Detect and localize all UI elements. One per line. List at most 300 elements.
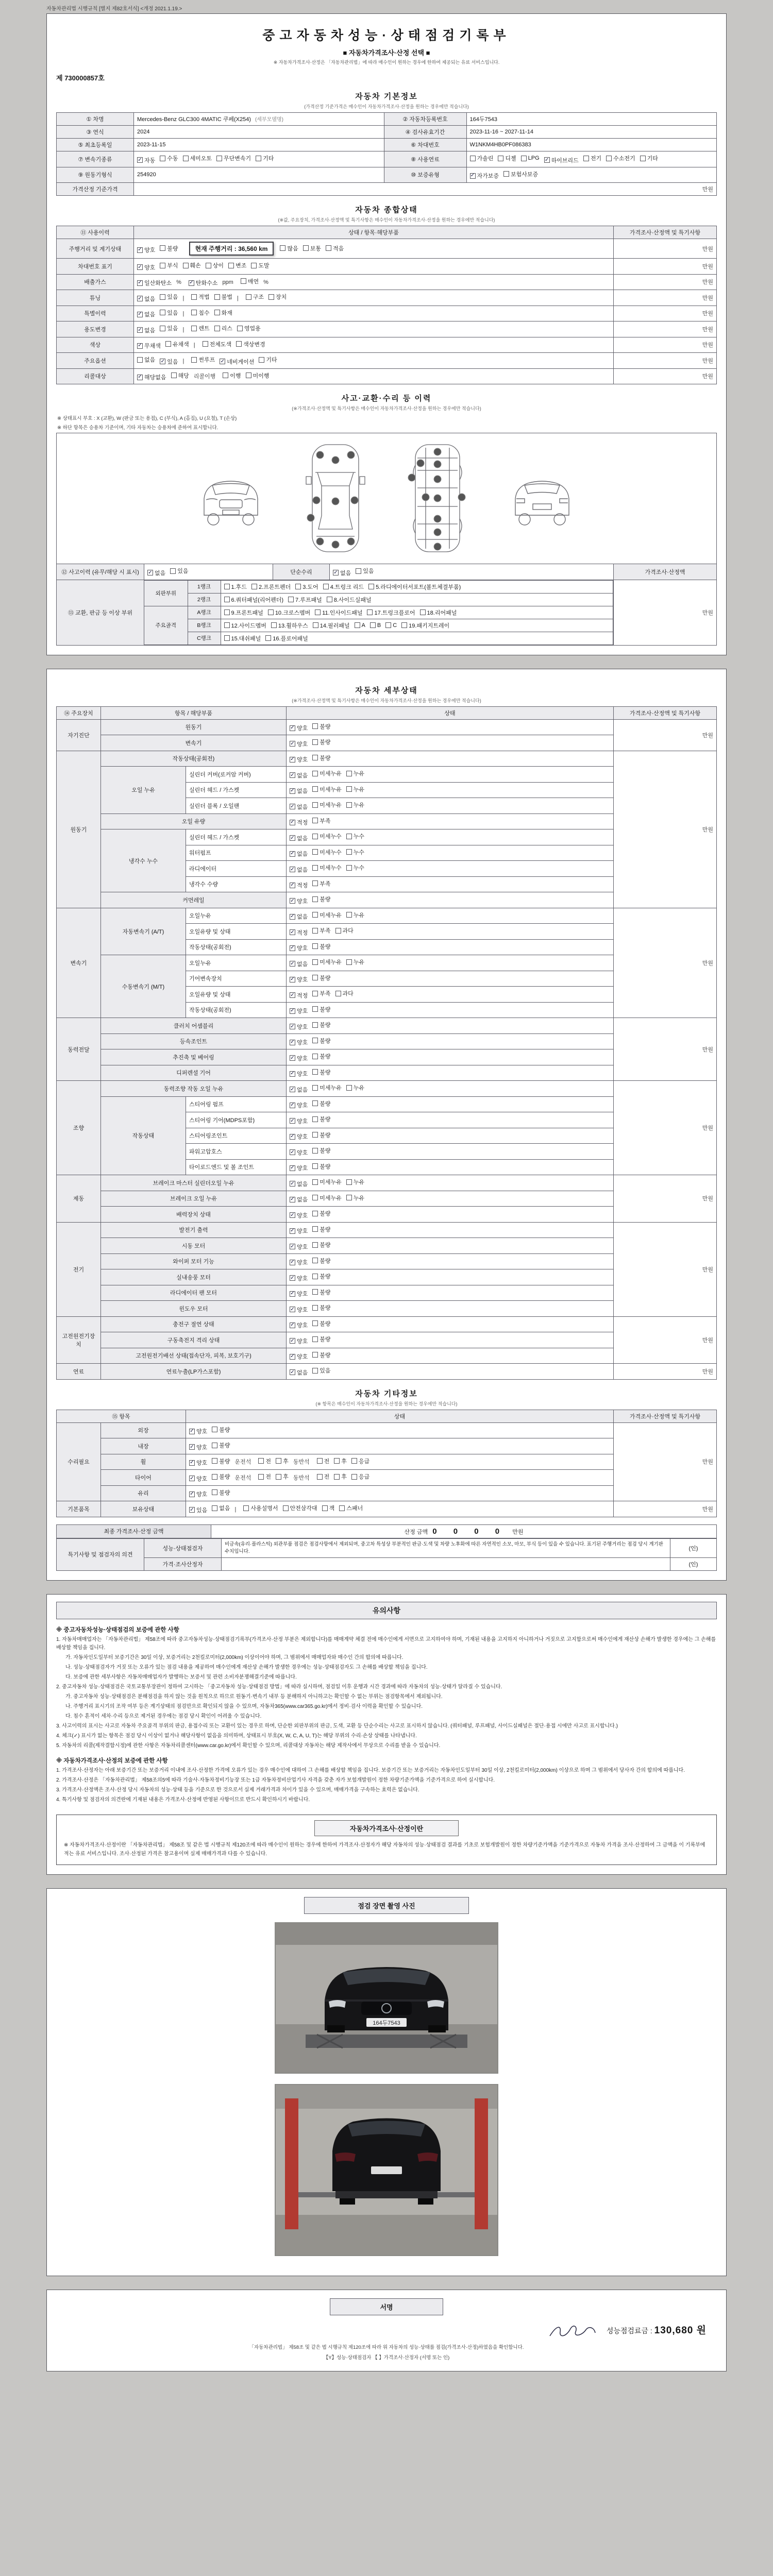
checkbox-누유[interactable] bbox=[346, 911, 364, 919]
checkbox-응급[interactable] bbox=[351, 1472, 369, 1481]
checkbox-box-icon bbox=[312, 928, 318, 934]
checkbox-양호[interactable] bbox=[290, 1258, 308, 1266]
checkbox-부식[interactable] bbox=[160, 261, 178, 269]
checkbox-label: 불량 bbox=[320, 755, 331, 761]
checkbox-누유[interactable] bbox=[346, 1194, 364, 1202]
checkbox-11.인사이드패널[interactable] bbox=[315, 608, 362, 617]
checkbox-양호[interactable] bbox=[290, 740, 308, 748]
rank-label: 2랭크 bbox=[188, 593, 221, 606]
checkbox-없음[interactable] bbox=[290, 771, 308, 779]
checkbox-양호[interactable] bbox=[290, 1164, 308, 1172]
checkbox-없음[interactable] bbox=[290, 1086, 308, 1094]
car-name-submodel: (세부모델명) bbox=[255, 117, 283, 123]
checkbox-양호[interactable] bbox=[290, 1306, 308, 1314]
checkbox-상이[interactable] bbox=[206, 261, 224, 269]
checkbox-box-icon bbox=[312, 818, 318, 823]
overall-row bbox=[57, 337, 717, 353]
checkbox-무단변속기[interactable] bbox=[216, 154, 251, 162]
engine-type-label: ⑨ 원동기형식 bbox=[57, 167, 134, 183]
checkbox-있음[interactable] bbox=[356, 567, 374, 575]
checkbox-label: 색상변경 bbox=[243, 341, 265, 348]
section-note-accident: (※가격조사·산정액 및 특기사항은 매수인이 자동차가격조사·산정을 원하는 경우에만 적습니다) bbox=[292, 406, 481, 411]
checkbox-box-icon: ✓ bbox=[290, 725, 295, 731]
checkbox-과다[interactable] bbox=[335, 989, 354, 997]
checkbox-A[interactable] bbox=[355, 622, 365, 629]
checkbox-후[interactable] bbox=[276, 1472, 289, 1481]
checkbox-불량[interactable] bbox=[312, 1115, 330, 1123]
checkbox-전기[interactable] bbox=[583, 154, 601, 162]
checkbox-4.트렁크 리드[interactable] bbox=[323, 583, 364, 591]
checkbox-불량[interactable] bbox=[312, 1005, 330, 1013]
checkbox-box-icon bbox=[212, 1427, 217, 1432]
checkbox-box-icon bbox=[317, 1474, 323, 1480]
checkbox-C[interactable] bbox=[385, 622, 397, 629]
checkbox-box-icon bbox=[326, 245, 331, 251]
checkbox-6.쿼터패널(리어펜더)[interactable] bbox=[224, 596, 284, 604]
row-state bbox=[287, 1316, 614, 1332]
checkbox-양호[interactable] bbox=[137, 263, 155, 272]
checkbox-불량[interactable] bbox=[312, 738, 330, 746]
checkbox-미세누수[interactable] bbox=[312, 832, 342, 840]
checkbox-양호[interactable] bbox=[290, 1038, 308, 1046]
checkbox-불량[interactable] bbox=[312, 1068, 330, 1076]
item-label: 연료누출(LP가스포함) bbox=[101, 1364, 287, 1380]
checkbox-불량[interactable] bbox=[160, 244, 178, 252]
checkbox-탄화수소[interactable] bbox=[189, 279, 218, 287]
row-state bbox=[134, 353, 614, 369]
checkbox-불량[interactable] bbox=[212, 1488, 230, 1497]
checkbox-label: 불량 bbox=[219, 1427, 230, 1433]
car-top-view-icon bbox=[297, 440, 374, 556]
checkbox-label: 수소전기 bbox=[613, 156, 635, 162]
checkbox-많음[interactable] bbox=[280, 244, 298, 252]
checkbox-양호[interactable] bbox=[290, 1211, 308, 1219]
checkbox-누유[interactable] bbox=[346, 785, 364, 793]
row-state bbox=[287, 782, 614, 798]
checkbox-훼손[interactable] bbox=[183, 261, 201, 269]
notice-paragraph: 2. 중고자동차 성능·상태점검은 국토교통부장관이 정하여 고시하는 「중고자동차 성능·상태점검 방법」에 따라 실시하며, 점검일 이후 운행과 시간 경과에 따라 자동차의 성능·상태가 달라질 수 있습니다. bbox=[56, 1684, 502, 1690]
checkbox-일산화탄소[interactable] bbox=[137, 279, 172, 287]
checkbox-불량[interactable] bbox=[312, 1037, 330, 1045]
checkbox-label: 있음 bbox=[177, 568, 189, 574]
checkbox-기타[interactable] bbox=[256, 154, 274, 162]
checkbox-양호[interactable] bbox=[189, 1427, 207, 1435]
checkbox-불법[interactable] bbox=[214, 293, 232, 301]
checkbox-렌트[interactable] bbox=[191, 324, 209, 332]
checkbox-적정[interactable] bbox=[290, 818, 308, 826]
checkbox-양호[interactable] bbox=[290, 944, 308, 952]
checkbox-세미오토[interactable] bbox=[183, 154, 212, 162]
checkbox-label: 미세누유 bbox=[320, 912, 342, 919]
checkbox-보험사보증[interactable] bbox=[503, 170, 538, 178]
checkbox-box-icon bbox=[312, 1163, 318, 1169]
checkbox-있음[interactable] bbox=[170, 567, 188, 575]
overall-row bbox=[57, 353, 717, 369]
checkbox-box-icon bbox=[212, 1505, 217, 1511]
checkbox-없음[interactable] bbox=[290, 912, 308, 921]
checkbox-있음[interactable] bbox=[160, 324, 178, 332]
checkbox-box-icon bbox=[312, 975, 318, 980]
checkbox-수소전기[interactable] bbox=[606, 154, 635, 162]
checkbox-불량[interactable] bbox=[312, 1303, 330, 1312]
checkbox-불량[interactable] bbox=[312, 1209, 330, 1217]
checkbox-있음[interactable] bbox=[160, 293, 178, 301]
checkbox-box-icon: ✓ bbox=[290, 1149, 295, 1155]
checkbox-과다[interactable] bbox=[335, 926, 354, 935]
checkbox-침수[interactable] bbox=[191, 309, 209, 317]
checkbox-도말[interactable] bbox=[251, 261, 269, 269]
checkbox-미세누유[interactable] bbox=[312, 1194, 342, 1202]
document-number bbox=[56, 73, 717, 82]
checkbox-적정[interactable] bbox=[290, 928, 308, 937]
checkbox-box-icon bbox=[160, 156, 165, 161]
checkbox-box-icon bbox=[280, 245, 285, 251]
checkbox-영업용[interactable] bbox=[237, 324, 261, 332]
checkbox-LPG[interactable] bbox=[521, 155, 540, 161]
exchange-panel-label: ⑬ 교환, 판금 등 이상 부위 bbox=[57, 580, 144, 645]
checkbox-label: 과다 bbox=[342, 928, 354, 934]
checkbox-없음[interactable] bbox=[137, 326, 155, 334]
checkbox-양호[interactable] bbox=[189, 1475, 207, 1483]
checkbox-후[interactable] bbox=[334, 1457, 347, 1465]
svg-text:13: 13 bbox=[409, 475, 415, 480]
checkbox-기타[interactable] bbox=[259, 355, 277, 364]
checkbox-누유[interactable] bbox=[346, 769, 364, 777]
checkbox-label: 없음 bbox=[297, 835, 308, 842]
checkbox-양호[interactable] bbox=[290, 1054, 308, 1062]
checkbox-전[interactable] bbox=[317, 1457, 330, 1465]
checkbox-양호[interactable] bbox=[290, 1117, 308, 1125]
checkbox-미세누수[interactable] bbox=[312, 863, 342, 872]
checkbox-양호[interactable] bbox=[290, 1227, 308, 1235]
checkbox-없음[interactable] bbox=[137, 355, 155, 364]
checkbox-18.리어패널[interactable] bbox=[420, 608, 457, 617]
checkbox-17.트렁크플로어[interactable] bbox=[367, 608, 415, 617]
checkbox-누수[interactable] bbox=[346, 863, 364, 872]
checkbox-누유[interactable] bbox=[346, 801, 364, 809]
checkbox-장치[interactable] bbox=[268, 293, 287, 301]
document-number-value: 730000857호 bbox=[64, 74, 105, 82]
checkbox-label: 없음 bbox=[144, 312, 156, 318]
checkbox-없음[interactable] bbox=[212, 1504, 230, 1512]
checkbox-box-icon bbox=[258, 1474, 264, 1480]
checkbox-자동[interactable] bbox=[137, 156, 155, 164]
checkbox-box-icon bbox=[312, 1258, 318, 1263]
checkbox-box-icon bbox=[183, 156, 189, 161]
checkbox-양호[interactable] bbox=[290, 755, 308, 764]
checkbox-8.사이드실패널[interactable] bbox=[327, 596, 372, 604]
checkbox-색상변경[interactable] bbox=[236, 340, 265, 348]
checkbox-누유[interactable] bbox=[346, 1178, 364, 1186]
checkbox-3.도어[interactable] bbox=[295, 583, 318, 591]
checkbox-label: 누유 bbox=[353, 1179, 365, 1185]
checkbox-불량[interactable] bbox=[312, 1272, 330, 1280]
checkbox-label: 불량 bbox=[167, 245, 178, 252]
checkbox-label: 해당 bbox=[178, 372, 189, 379]
checkbox-응급[interactable] bbox=[351, 1457, 369, 1465]
checkbox-없음[interactable] bbox=[290, 850, 308, 858]
checkbox-box-icon bbox=[351, 1458, 357, 1464]
checkbox-미세누유[interactable] bbox=[312, 1178, 342, 1186]
checkbox-양호[interactable] bbox=[290, 897, 308, 905]
checkbox-미세누수[interactable] bbox=[312, 848, 342, 856]
checkbox-label: 불량 bbox=[219, 1443, 230, 1449]
checkbox-잭[interactable] bbox=[322, 1504, 335, 1512]
checkbox-불량[interactable] bbox=[312, 942, 330, 951]
checkbox-12.사이드멤버[interactable] bbox=[224, 621, 266, 630]
checkbox-기타[interactable] bbox=[640, 154, 658, 162]
checkbox-미세누유[interactable] bbox=[312, 785, 342, 793]
vin-label: ⑥ 차대번호 bbox=[384, 139, 466, 151]
checkbox-미세누유[interactable] bbox=[312, 958, 342, 966]
checkbox-구조[interactable] bbox=[246, 293, 264, 301]
checkbox-label: 양호 bbox=[297, 1212, 308, 1219]
checkbox-불량[interactable] bbox=[312, 1052, 330, 1060]
row-state bbox=[287, 735, 614, 751]
checkbox-없음[interactable] bbox=[290, 1368, 308, 1377]
checkbox-있음[interactable] bbox=[312, 1366, 330, 1375]
checkbox-양호[interactable] bbox=[290, 1274, 308, 1282]
checkbox-16.플로어패널[interactable] bbox=[265, 634, 308, 642]
checkbox-2.프론트펜더[interactable] bbox=[251, 583, 291, 591]
checkbox-box-icon: ✓ bbox=[290, 913, 295, 919]
checkbox-box-icon bbox=[312, 1132, 318, 1138]
table-row bbox=[57, 1558, 717, 1571]
row-state bbox=[287, 1033, 614, 1049]
checkbox-없음[interactable] bbox=[290, 803, 308, 811]
checkbox-누유[interactable] bbox=[346, 1083, 364, 1092]
checkbox-적정[interactable] bbox=[290, 991, 308, 999]
checkbox-미세누유[interactable] bbox=[312, 801, 342, 809]
checkbox-없음[interactable] bbox=[137, 310, 155, 318]
checkbox-box-icon: ✓ bbox=[290, 1228, 295, 1233]
checkbox-후[interactable] bbox=[276, 1457, 289, 1465]
checkbox-label: 양호 bbox=[297, 945, 308, 952]
checkbox-5.라디에이터서포트(볼트체결부품)[interactable] bbox=[368, 583, 461, 591]
checkbox-불량[interactable] bbox=[312, 754, 330, 762]
checkbox-매연[interactable] bbox=[241, 277, 259, 285]
checkbox-전[interactable] bbox=[258, 1472, 271, 1481]
checkbox-불량[interactable] bbox=[312, 1146, 330, 1155]
checkbox-미세누유[interactable] bbox=[312, 769, 342, 777]
checkbox-불량[interactable] bbox=[312, 1351, 330, 1359]
checkbox-양호[interactable] bbox=[189, 1443, 207, 1451]
checkbox-안전삼각대[interactable] bbox=[283, 1504, 317, 1512]
checkbox-box-icon bbox=[317, 1458, 323, 1464]
checkbox-없음[interactable] bbox=[333, 569, 351, 577]
checkbox-부족[interactable] bbox=[312, 926, 330, 935]
checkbox-label: 있음 bbox=[320, 1368, 331, 1374]
checkbox-미세누유[interactable] bbox=[312, 1083, 342, 1092]
notices-appraisal-list bbox=[56, 1767, 717, 1804]
checkbox-box-icon bbox=[268, 609, 274, 615]
checkbox-불량[interactable] bbox=[312, 1225, 330, 1233]
checkbox-부족[interactable] bbox=[312, 817, 330, 825]
checkbox-불량[interactable] bbox=[312, 1319, 330, 1328]
checkbox-box-icon bbox=[401, 622, 407, 628]
checkbox-양호[interactable] bbox=[290, 1101, 308, 1109]
row-state bbox=[287, 1144, 614, 1160]
checkbox-썬루프[interactable] bbox=[191, 355, 215, 364]
checkbox-없음[interactable] bbox=[290, 960, 308, 968]
checkbox-label: 미세누유 bbox=[320, 1085, 342, 1091]
checkbox-label: 해당없음 bbox=[144, 375, 166, 381]
checkbox-9.프론트패널[interactable] bbox=[224, 608, 263, 617]
checkbox-box-icon: ✓ bbox=[138, 295, 142, 301]
checkbox-없음[interactable] bbox=[290, 1195, 308, 1204]
checkbox-불량[interactable] bbox=[212, 1457, 230, 1465]
checkbox-해당[interactable] bbox=[171, 371, 189, 380]
reg-no-value: 164두7543 bbox=[466, 113, 717, 126]
checkbox-없음[interactable] bbox=[147, 569, 165, 577]
checkbox-미세누유[interactable] bbox=[312, 911, 342, 919]
checkbox-양호[interactable] bbox=[137, 246, 155, 254]
checkbox-label: 양호 bbox=[144, 264, 156, 271]
checkbox-적법[interactable] bbox=[191, 293, 209, 301]
svg-text:10: 10 bbox=[434, 462, 441, 467]
checkbox-가솔린[interactable] bbox=[470, 154, 494, 162]
checkbox-불량[interactable] bbox=[312, 1241, 330, 1249]
checkbox-자가보증[interactable] bbox=[470, 172, 499, 180]
item-label: 브레이크 마스터 실린더오일 누유 bbox=[101, 1175, 287, 1191]
checkbox-불량[interactable] bbox=[312, 895, 330, 903]
checkbox-label: 누수 bbox=[353, 834, 365, 840]
checkbox-불량[interactable] bbox=[312, 1021, 330, 1029]
checkbox-전체도색[interactable] bbox=[203, 340, 232, 348]
checkbox-7.루프패널[interactable] bbox=[288, 596, 322, 604]
row-state bbox=[134, 274, 614, 290]
checkbox-14.필러패널[interactable] bbox=[313, 621, 350, 630]
checkbox-10.크로스멤버[interactable] bbox=[268, 608, 310, 617]
item-label: 추진축 및 베어링 bbox=[101, 1049, 287, 1065]
notice-paragraph: 4. 체크(✓) 표시가 없는 항목은 점검 당시 이상이 없거나 해당사항이 없음을 의미하며, 상태표시 부호(X, W, C, A, U, T)는 해당 부위의 수리·손상 상태를 나타냅니다. bbox=[56, 1733, 417, 1739]
checkbox-양호[interactable] bbox=[290, 1321, 308, 1329]
checkbox-미이행[interactable] bbox=[246, 371, 270, 380]
checkbox-label: 자가보증 bbox=[477, 173, 499, 179]
checkbox-불량[interactable] bbox=[312, 1131, 330, 1139]
checkbox-양호[interactable] bbox=[290, 975, 308, 984]
checkbox-box-icon bbox=[312, 1320, 318, 1326]
checkbox-양호[interactable] bbox=[290, 724, 308, 732]
checkbox-label: 불량 bbox=[320, 1336, 331, 1343]
checkbox-불량[interactable] bbox=[212, 1441, 230, 1449]
checkbox-label: LPG bbox=[528, 155, 540, 161]
checkbox-양호[interactable] bbox=[189, 1490, 207, 1498]
checkbox-불량[interactable] bbox=[312, 1162, 330, 1171]
checkbox-box-icon bbox=[315, 609, 321, 615]
checkbox-불량[interactable] bbox=[212, 1426, 230, 1434]
price-cell: 만원 bbox=[614, 1222, 717, 1316]
checkbox-없음[interactable] bbox=[290, 1180, 308, 1188]
checkbox-15.대쉬패널[interactable] bbox=[224, 634, 261, 642]
checkbox-리스[interactable] bbox=[214, 324, 232, 332]
checkbox-label: 유채색 bbox=[172, 341, 189, 348]
checkbox-label: 있음 bbox=[167, 294, 178, 300]
checkbox-양호[interactable] bbox=[290, 1023, 308, 1031]
checkbox-양호[interactable] bbox=[290, 1352, 308, 1361]
checkbox-누유[interactable] bbox=[346, 958, 364, 966]
row-state bbox=[287, 939, 614, 955]
checkbox-없음[interactable] bbox=[290, 834, 308, 842]
checkbox-box-icon bbox=[241, 278, 246, 284]
checkbox-불량[interactable] bbox=[312, 1257, 330, 1265]
checkbox-양호[interactable] bbox=[290, 1070, 308, 1078]
checkbox-적음[interactable] bbox=[326, 244, 344, 252]
checkbox-변조[interactable] bbox=[228, 261, 246, 269]
checkbox-13.휠하우스[interactable] bbox=[271, 621, 308, 630]
checkbox-누수[interactable] bbox=[346, 832, 364, 840]
checkbox-불량[interactable] bbox=[312, 722, 330, 731]
checkbox-label: 누유 bbox=[353, 1195, 365, 1201]
checkbox-1.후드[interactable] bbox=[224, 583, 247, 591]
checkbox-label: 미세누유 bbox=[320, 802, 342, 808]
checkbox-label: 미세누유 bbox=[320, 1179, 342, 1185]
checkbox-적정[interactable] bbox=[290, 881, 308, 889]
checkbox-19.패키지트레이[interactable] bbox=[401, 621, 449, 630]
checkbox-label: 11.인사이드패널 bbox=[322, 609, 363, 616]
checkbox-양호[interactable] bbox=[290, 1290, 308, 1298]
checkbox-양호[interactable] bbox=[290, 1337, 308, 1345]
checkbox-있음[interactable] bbox=[160, 309, 178, 317]
checkbox-수동[interactable] bbox=[160, 154, 178, 162]
checkbox-label: 불량 bbox=[320, 1148, 331, 1154]
checkbox-부족[interactable] bbox=[312, 989, 330, 997]
price-cell: 만원 bbox=[614, 1422, 717, 1501]
checkbox-양호[interactable] bbox=[290, 1148, 308, 1157]
checkbox-box-icon bbox=[212, 1458, 217, 1464]
subitem-label: 실린더 커버(로커암 커버) bbox=[186, 767, 287, 783]
checkbox-사용설명서[interactable] bbox=[243, 1504, 278, 1512]
checkbox-전[interactable] bbox=[317, 1472, 330, 1481]
checkbox-부족[interactable] bbox=[312, 879, 330, 888]
checkbox-해당없음[interactable] bbox=[137, 373, 166, 381]
checkbox-보통[interactable] bbox=[303, 244, 321, 252]
checkbox-양호[interactable] bbox=[290, 1007, 308, 1015]
checkbox-불량[interactable] bbox=[312, 1335, 330, 1343]
checkbox-디젤[interactable] bbox=[498, 154, 516, 162]
final-price-label: 최종 가격조사·산정 금액 bbox=[57, 1524, 211, 1538]
checkbox-양호[interactable] bbox=[189, 1459, 207, 1467]
checkbox-있음[interactable] bbox=[160, 358, 178, 366]
subitem-label: 실린더 헤드 / 가스켓 bbox=[186, 782, 287, 798]
checkbox-유채색[interactable] bbox=[165, 340, 189, 348]
checkbox-양호[interactable] bbox=[290, 1243, 308, 1251]
checkbox-불량[interactable] bbox=[312, 1288, 330, 1296]
checkbox-B[interactable] bbox=[370, 622, 381, 629]
checkbox-불량[interactable] bbox=[212, 1472, 230, 1481]
checkbox-없음[interactable] bbox=[290, 866, 308, 874]
checkbox-불량[interactable] bbox=[312, 974, 330, 982]
checkbox-누수[interactable] bbox=[346, 848, 364, 856]
checkbox-화재[interactable] bbox=[214, 309, 232, 317]
checkbox-이행[interactable] bbox=[223, 371, 241, 380]
checkbox-전[interactable] bbox=[258, 1457, 271, 1465]
checkbox-없음[interactable] bbox=[137, 295, 155, 303]
subitem-label: 타이로드엔드 및 볼 조인트 bbox=[186, 1159, 287, 1175]
checkbox-label: 적정 bbox=[297, 992, 308, 999]
checkbox-하이브리드[interactable] bbox=[544, 156, 579, 164]
checkbox-없음[interactable] bbox=[290, 787, 308, 795]
checkbox-box-icon bbox=[367, 609, 373, 615]
checkbox-양호[interactable] bbox=[290, 1132, 308, 1141]
checkbox-스패너[interactable] bbox=[339, 1504, 363, 1512]
checkbox-무채색[interactable] bbox=[137, 342, 161, 350]
checkbox-후[interactable] bbox=[334, 1472, 347, 1481]
checkbox-네비게이션[interactable] bbox=[220, 358, 254, 366]
checkbox-label: 영업용 bbox=[244, 326, 261, 332]
checkbox-불량[interactable] bbox=[312, 1099, 330, 1108]
checkbox-있음[interactable] bbox=[189, 1506, 207, 1514]
